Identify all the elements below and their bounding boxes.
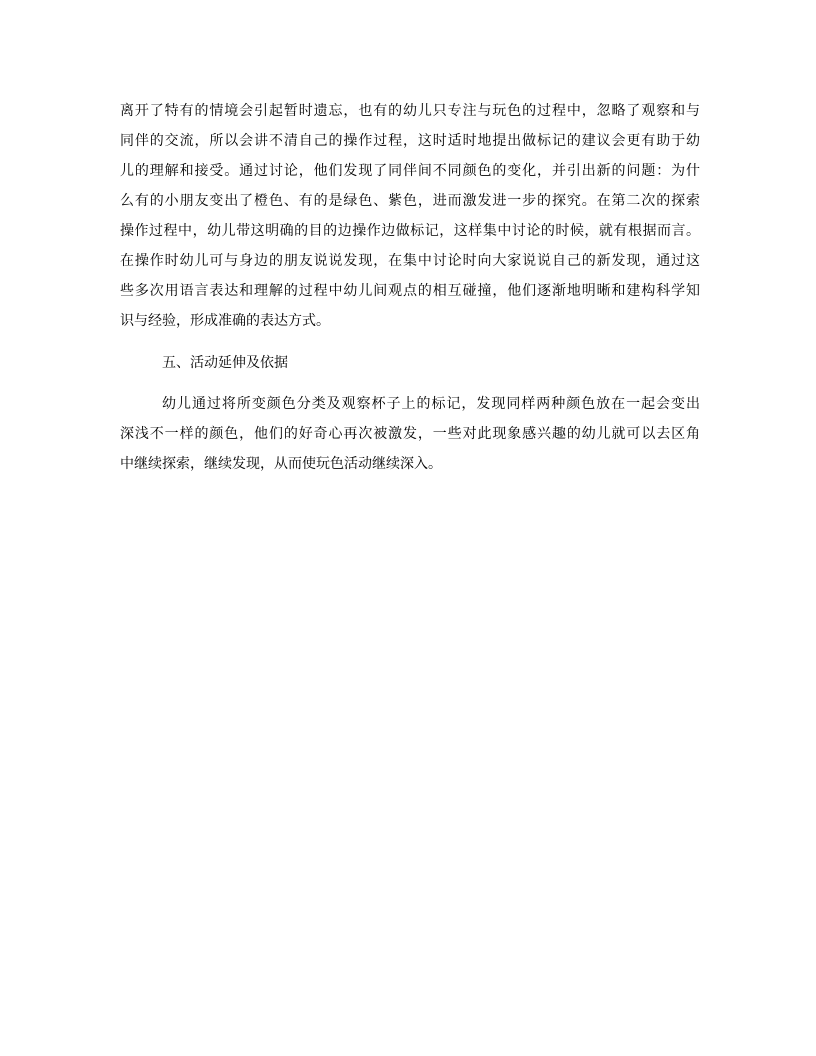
text-line: 幼儿通过将所变颜色分类及观察杯子上的标记，发现同样两种颜色放在一起会变出: [162, 396, 700, 412]
text-line: 些多次用语言表达和理解的过程中幼儿间观点的相互碰撞，他们逐渐地明晰和建构科学知: [120, 283, 700, 299]
text-line: 儿的理解和接受。通过讨论，他们发现了同伴间不同颜色的变化，并引出新的问题：为什: [120, 163, 700, 179]
paragraph-activity-extension: [120, 389, 700, 479]
text-line: 识与经验，形成准确的表达方式。: [120, 313, 330, 329]
text-line: 中继续探索，继续发现，从而使玩色活动继续深入。: [120, 456, 442, 472]
section-heading-activity-extension: 五、活动延伸及依据: [162, 355, 288, 371]
text-line: 深浅不一样的颜色，他们的好奇心再次被激发，一些对此现象感兴趣的幼儿就可以去区角: [120, 426, 700, 442]
paragraph-observation-discussion: [120, 96, 700, 336]
text-line: 操作过程中，幼儿带这明确的目的边操作边做标记，这样集中讨论的时候，就有根据而言。: [120, 223, 700, 239]
text-line: 离开了特有的情境会引起暂时遗忘，也有的幼儿只专注与玩色的过程中，忽略了观察和与: [120, 103, 700, 119]
text-line: 在操作时幼儿可与身边的朋友说说发现，在集中讨论时向大家说说自己的新发现，通过这: [120, 253, 700, 269]
text-line: 么有的小朋友变出了橙色、有的是绿色、紫色，进而激发进一步的探究。在第二次的探索: [120, 193, 700, 209]
text-line: 同伴的交流，所以会讲不清自己的操作过程，这时适时地提出做标记的建议会更有助于幼: [120, 133, 700, 149]
document-body: [120, 96, 700, 479]
